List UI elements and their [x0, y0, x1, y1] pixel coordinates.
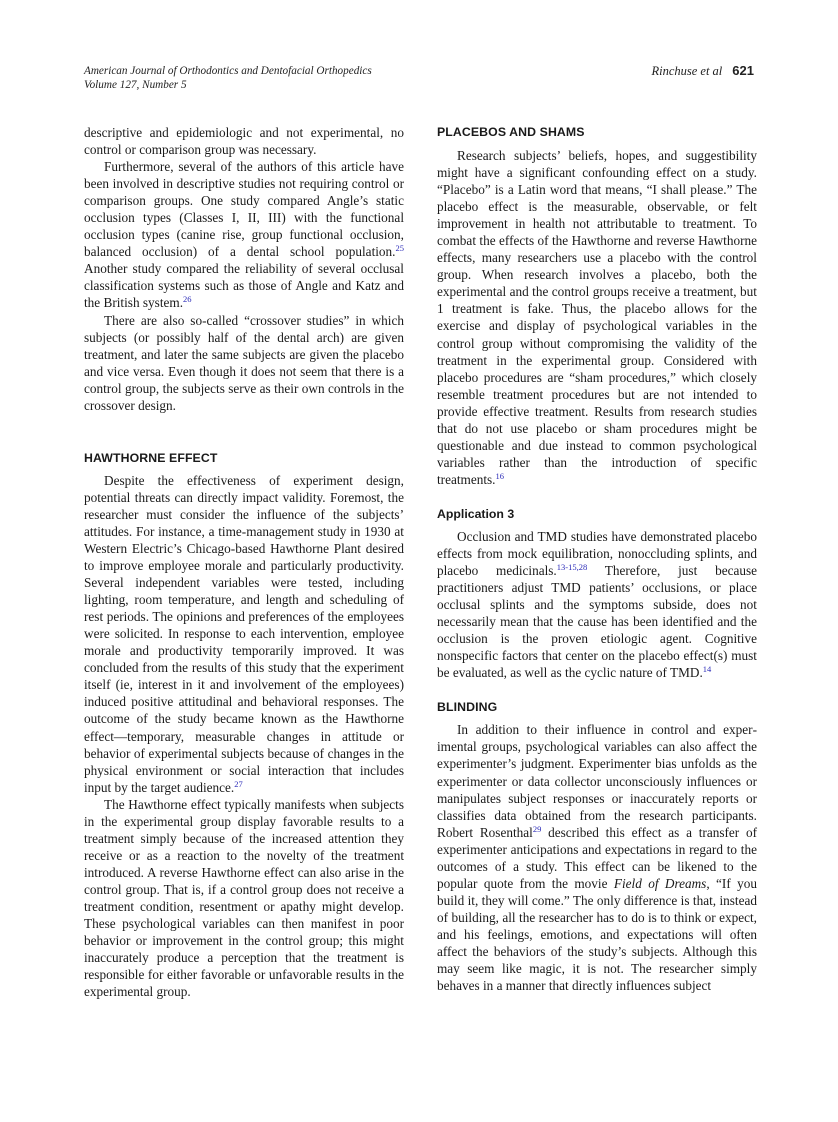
page-number: 621 [732, 63, 754, 78]
citation-link[interactable]: 13-15,28 [556, 562, 588, 573]
paragraph-text: Therefore, just because practitioners adjust TMD patients’ occlusions, or place occlusal splints and the symptoms subside, does not necessarily mean that the cause has been identified and the occlusion is the proven etiologic agent. Cognitive nonspecific factors that center on the placebo effect(s) must be evaluated, as well as the cyclic nature of TMD. [437, 563, 757, 681]
paragraph-text: Despite the effectiveness of experiment design, potential threats can directly impact validity. Foremost, the researcher must consider the influence of the subjects’ attitudes. For instance, a time-management study in 1930 at Western Electric’s Chicago-based Hawthorne Plant desired to improve employee morale and particularly productivity. Several independent variables were tested, including lighting, room temperature, and length and scheduling of rest periods. The opinions and preferences of the employees were solicited. In response to each intervention, employee morale and productivity temporarily improved. It was concluded from the results of this study that the experiment itself (ie, interest in it and involvement of the employees) induced positive attitudinal and behavioral responses. The outcome of the study became known as the Hawthorne effect—temporary, measurable changes in attitude or behavior of experimental subjects because of changes in the physical environment or social interaction that includes input by the target audience. [84, 472, 404, 795]
section-heading-blinding: BLINDING [437, 700, 498, 715]
citation-link[interactable]: 27 [234, 778, 243, 789]
citation-link[interactable]: 16 [495, 470, 504, 481]
paragraph [84, 158, 404, 311]
paragraph-text: , “If you build it, they will come.” The only difference is that, instead of building, all the researcher has to do is to think or expect, and his feelings, emotions, and expectations will often affect the behaviors of the study’s subjects. Although this may seem like magic, it is not. The researcher simply behaves in a manner that directly influences subject [437, 875, 757, 994]
section-heading-placebos: PLACEBOS AND SHAMS [437, 125, 585, 139]
paragraph [437, 528, 757, 681]
paragraph: descriptive and epidemiologic and not experimental, no control or comparison group was necessary. [84, 125, 404, 158]
paragraph [437, 147, 757, 488]
paragraph-text: Furthermore, several of the authors of this article have been involved in descriptive studies not requiring control or comparison groups. One study compared Angle’s static occlusion types (Classes I, II, III) with the functional occlusion types (canine rise, group functional occlusion, balanced occlusion) of a dental school population. [84, 159, 404, 260]
citation-link[interactable]: 26 [183, 294, 192, 305]
authors: Rinchuse et al [651, 64, 723, 78]
paragraph-text: Occlusion and TMD studies have demonstrated placebo effects from mock equilibration, nonoccluding splints, and placebo medicinals. [437, 528, 757, 579]
paragraph: The Hawthorne effect typically manifests when subjects in the experimental group display favorable results to a treatment simply because of the increased attention they receive or as a reaction to the novelty of the treatment introduced. A reverse Hawthorne effect can also arise in the control group. That is, if a control group does not receive a treatment condition, resentment or apathy might develop. These psychological variables can then manifest in poor behavior or improvement in the control group; this might inaccurately produce a perception that the treatment is responsible for either favorable or unfavorable results in the experimental group. [84, 796, 404, 1000]
paragraph [437, 721, 757, 994]
journal-title: American Journal of Orthodontics and Dentofacial Orthopedics [84, 65, 372, 77]
citation-link[interactable]: 25 [395, 243, 404, 254]
section-heading-hawthorne: HAWTHORNE EFFECT [84, 450, 218, 465]
movie-title: Field of Dreams [613, 875, 707, 891]
page-header-right [651, 63, 754, 79]
paragraph-text: described this effect as a transfer of experimenter anticipations and expectations in regard to the outcomes of a study. This effect can be likened to the popular quote from the movie [437, 824, 757, 891]
running-header [84, 64, 372, 92]
citation-link[interactable]: 14 [702, 664, 712, 675]
paragraph [84, 472, 404, 796]
right-column [437, 124, 757, 994]
paragraph-text: Research subjects’ beliefs, hopes, and suggestibility might have a significant confounding effect on a study. “Placebo” is a Latin word that means, “I shall please.” The placebo effect is the measurable, observable, or felt improvement in health not attributable to treatment. To combat the effects of the Hawthorne and reverse Hawthorne effects, many researchers use a placebo with the control group. When research involves a placebo, both the experimental and the control groups receive a treatment, but 1 treatment is fake. Thus, the placebo allows for the exercise and display of psychological variables in the control group without compromising the validity of the treatment in the experimental group. Considered with placebo procedures are “sham procedures,” which closely resemble treatment procedures but are not intended to provide effective treatment. Results from research studies that do not use placebo or sham procedures might be questionable and due instead to common psychological variables rather than the introduction of specific treatments. [437, 148, 757, 487]
subsection-heading-application: Application 3 [437, 506, 515, 521]
journal-volume: Volume 127, Number 5 [84, 79, 187, 91]
paragraph-text: In addition to their influence in control and experimental groups, psychological variables can also affect the experimenter’s judgment. Experimenter bias unfolds as the experimenter or data collector unconsciously influences or manipulates subject responses or inaccurately reports or classifies data obtained from the research participants. Robert Rosenthal [437, 722, 757, 840]
paragraph: There are also so-called “crossover studies” in which subjects (or possibly half of the dental arch) are given treatment, and later the same subjects are given the placebo and vice versa. Even though it does not seem that there is a control group, the subjects serve as their own controls in the crossover design. [84, 312, 404, 413]
paragraph-text: Another study compared the reliability of several occlusal classification systems such as those of Angle and Katz and the British system. [84, 261, 404, 311]
citation-link[interactable]: 29 [532, 823, 542, 834]
left-column [84, 124, 404, 1000]
